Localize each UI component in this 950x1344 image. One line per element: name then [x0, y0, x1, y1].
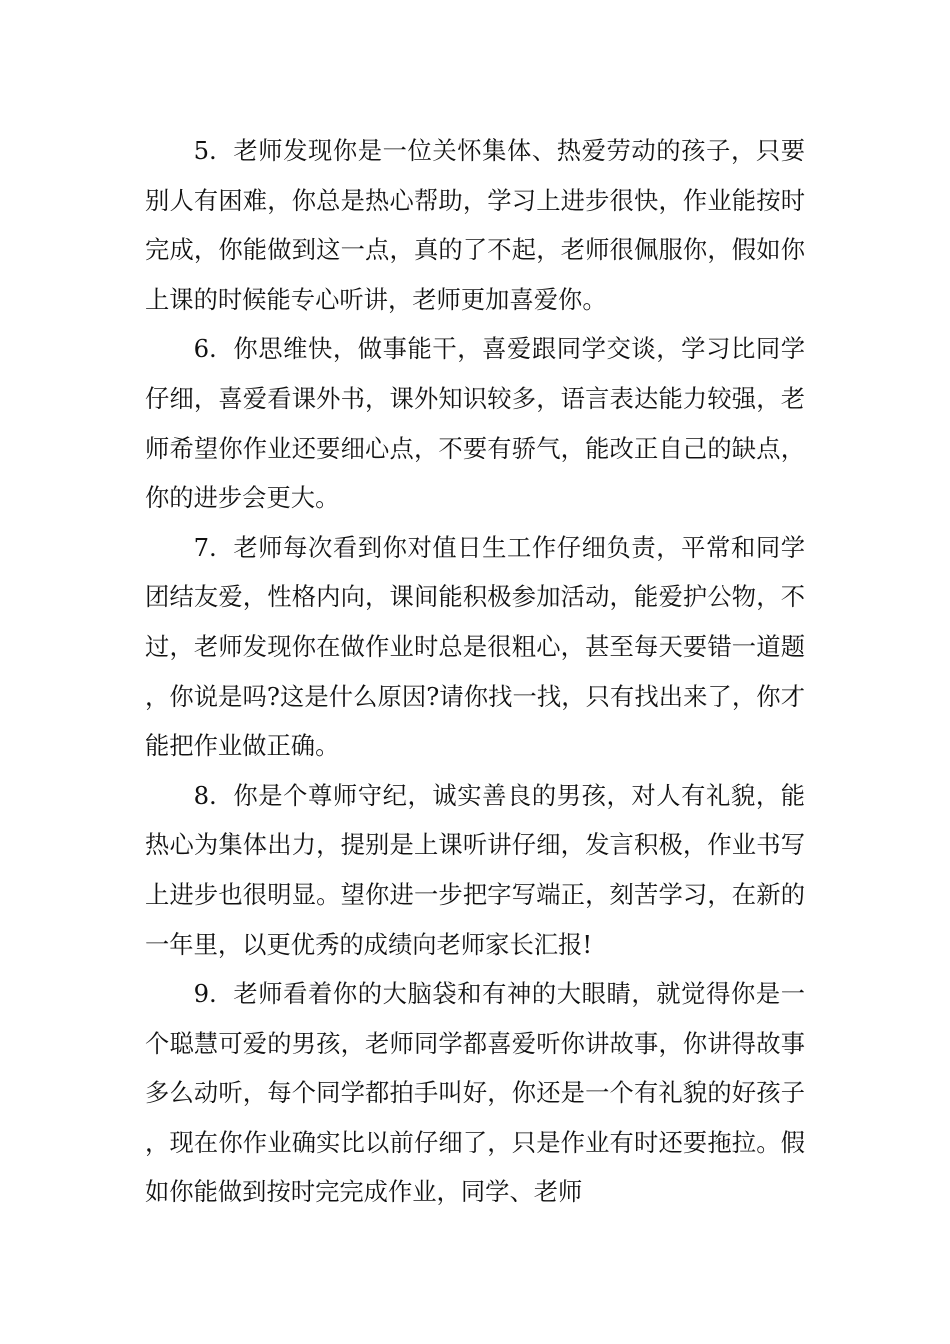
comment-paragraph-5 — [145, 126, 805, 324]
paragraph-number: 8. — [193, 780, 217, 810]
comment-paragraph-9 — [145, 969, 805, 1217]
paragraph-number: 5. — [193, 136, 217, 165]
paragraph-text: 你思维快，做事能干，喜爱跟同学交谈，学习比同学仔细，喜爱看课外书，课外知识较多，语言表达能力较强，老师希望你作业还要细心点，不要有骄气，能改正自己的缺点，你的进步会更大。 — [145, 334, 805, 513]
comment-paragraph-8 — [145, 771, 805, 969]
paragraph-number: 7. — [193, 532, 217, 562]
paragraph-text: 你是个尊师守纪，诚实善良的男孩，对人有礼貌，能热心为集体出力，提别是上课听讲仔细，发言积极，作业书写上进步也很明显。望你进一步把字写端正，刻苦学习，在新的一年里，以更优秀的成绩向老师家长汇报! — [145, 780, 805, 959]
paragraph-text: 老师每次看到你对值日生工作仔细负责，平常和同学团结友爱，性格内向，课间能积极参加活动，能爱护公物，不过，老师发现你在做作业时总是很粗心，甚至每天要错一道题，你说是吗?这是什么原因?请你找一找，只有找出来了，你才能把作业做正确。 — [145, 532, 805, 761]
comment-paragraph-6 — [145, 324, 805, 522]
comment-paragraph-7 — [145, 523, 805, 771]
paragraph-number: 9. — [193, 979, 217, 1009]
document-body — [145, 126, 805, 1217]
paragraph-text: 老师发现你是一位关怀集体、热爱劳动的孩子，只要别人有困难，你总是热心帮助，学习上进步很快，作业能按时完成，你能做到这一点，真的了不起，老师很佩服你，假如你上课的时候能专心听讲，老师更加喜爱你。 — [145, 136, 805, 314]
paragraph-text: 老师看着你的大脑袋和有神的大眼睛，就觉得你是一个聪慧可爱的男孩，老师同学都喜爱听你讲故事，你讲得故事多么动听，每个同学都拍手叫好，你还是一个有礼貌的好孩子，现在你作业确实比以前仔细了，只是作业有时还要拖拉。假如你能做到按时完完成作业，同学、老师 — [145, 979, 805, 1207]
paragraph-number: 6. — [193, 334, 217, 364]
